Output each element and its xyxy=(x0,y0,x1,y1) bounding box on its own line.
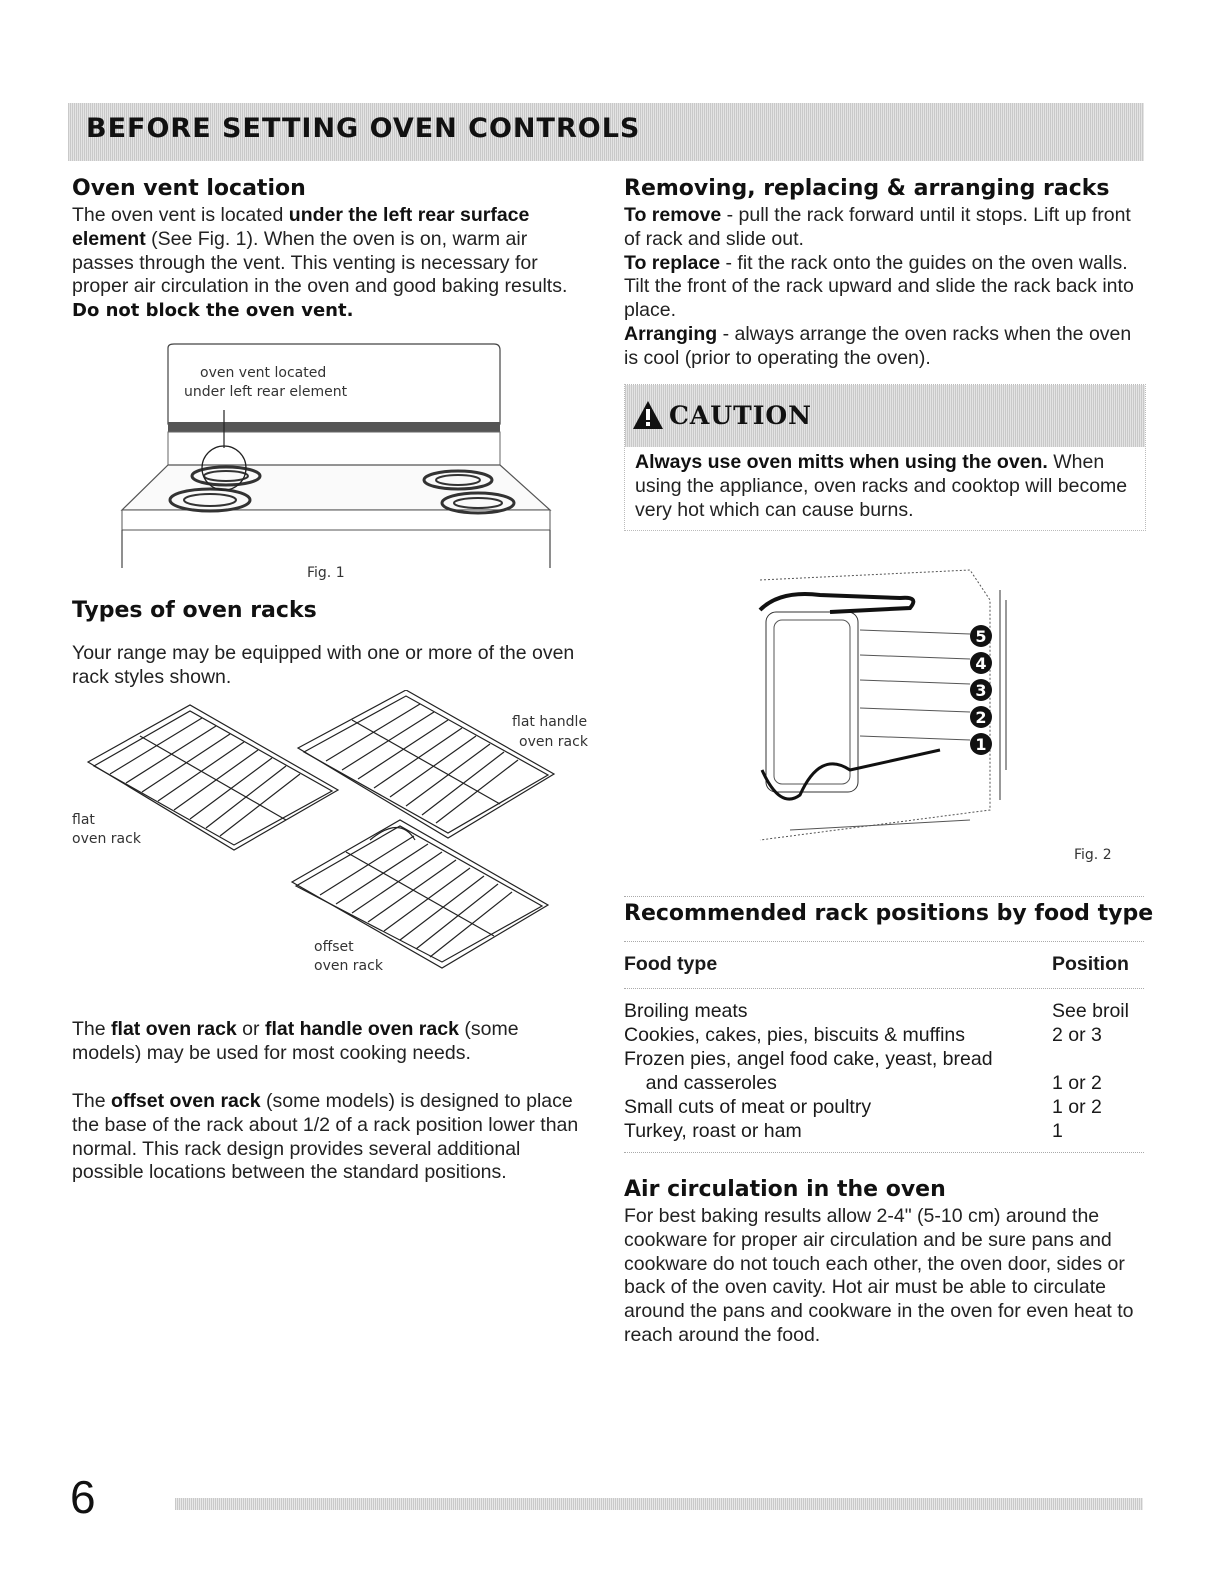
page-number: 6 xyxy=(70,1471,96,1523)
table-top-rule xyxy=(624,896,1144,897)
banner-title: BEFORE SETTING OVEN CONTROLS xyxy=(86,113,641,144)
rack-position-1: 1 xyxy=(975,735,987,754)
air-heading: Air circulation in the oven xyxy=(624,1177,946,1202)
fig2-caption: Fig. 2 xyxy=(1074,847,1112,863)
racks-heading: Removing, replacing & arranging racks xyxy=(624,176,1110,201)
warning-icon xyxy=(631,399,665,431)
flat-rack-wires xyxy=(110,718,300,836)
caution-title: CAUTION xyxy=(669,401,813,430)
caution-header xyxy=(625,385,1145,447)
flat-handle-rack-label: flat handle xyxy=(512,714,588,730)
oven-racks-illustration xyxy=(70,690,590,980)
types-heading: Types of oven racks xyxy=(72,598,317,623)
racks-paragraph: To remove - pull the rack forward until it stops. Lift up front of rack and slide out. To replace - fit the rack onto the guides on the oven walls. Tilt the front of the rack upward and slide the rack back into place. Arranging - always arrange the oven racks when the oven is cool (prior to operating the oven). xyxy=(624,204,1134,369)
vent-paragraph: The oven vent is located under the left rear surface element (See Fig. 1). When the oven is on, warm air passes through the vent. This venting is necessary for proper air circulation in the oven and good baking results. Do not block the oven vent. xyxy=(72,204,568,322)
rack-position-markers xyxy=(966,622,1000,772)
table-row: Broiling meats See broil xyxy=(624,1000,1129,1022)
col-food-type: Food type xyxy=(624,953,718,975)
table-bottom-rule xyxy=(624,1152,1144,1153)
table-row: Small cuts of meat or poultry 1 or 2 xyxy=(624,1096,1102,1118)
vent-callout-2: under left rear element xyxy=(184,384,348,400)
table-heading-rule xyxy=(624,941,1144,942)
caution-box xyxy=(624,384,1146,531)
flat-rack-label: flat xyxy=(72,812,95,828)
table-heading: Recommended rack positions by food type xyxy=(624,901,1154,926)
rack-position-5: 5 xyxy=(975,627,987,646)
table-row: Turkey, roast or ham 1 xyxy=(624,1120,1063,1142)
offset-rack-label-2: oven rack xyxy=(314,958,383,974)
table-row: Frozen pies, angel food cake, yeast, bread xyxy=(624,1048,993,1070)
types-intro: Your range may be equipped with one or more of the oven rack styles shown. xyxy=(72,642,575,688)
table-header-rule xyxy=(624,988,1144,989)
table-row: Cookies, cakes, pies, biscuits & muffins 2 or 3 xyxy=(624,1024,1102,1046)
cooktop-illustration xyxy=(118,340,558,570)
vent-heading: Oven vent location xyxy=(72,176,306,201)
rack-position-3: 3 xyxy=(975,681,987,700)
footer-bar xyxy=(175,1498,1143,1510)
flat-handle-rack-label-2: oven rack xyxy=(519,734,588,750)
offset-rack-label: offset xyxy=(314,939,354,955)
vent-warning: Do not block the oven vent. xyxy=(72,300,354,322)
table-header-row xyxy=(624,953,1144,977)
vent-callout: oven vent located xyxy=(200,365,327,381)
air-paragraph: For best baking results allow 2-4" (5-10 cm) around the cookware for proper air circulation and be sure pans and cookware do not touch each other, the oven door, sides or back of the oven cavity. Hot air must be able to circulate around the pans and cookware in the oven for even heat to reach around the food. xyxy=(624,1205,1134,1346)
section-banner xyxy=(68,103,1144,161)
caution-text: Always use oven mitts when using the oven. When using the appliance, oven racks and cooktop will become very hot which can cause burns. xyxy=(635,451,1128,521)
flat-rack-label-2: oven rack xyxy=(72,831,141,847)
offset-rack-paragraph: The offset oven rack (some models) is designed to place the base of the rack about 1/2 of a rack position lower than normal. This rack design provides several additional possible locations between the standard positions. xyxy=(72,1090,579,1184)
rack-position-4: 4 xyxy=(975,654,987,673)
fig1-caption: Fig. 1 xyxy=(307,565,345,581)
table-row: and casseroles 1 or 2 xyxy=(624,1072,1102,1094)
flat-rack-paragraph: The flat oven rack or flat handle oven rack (some models) may be used for most cooking needs. xyxy=(72,1018,519,1064)
rack-position-2: 2 xyxy=(975,708,987,727)
col-position: Position xyxy=(1052,953,1129,975)
